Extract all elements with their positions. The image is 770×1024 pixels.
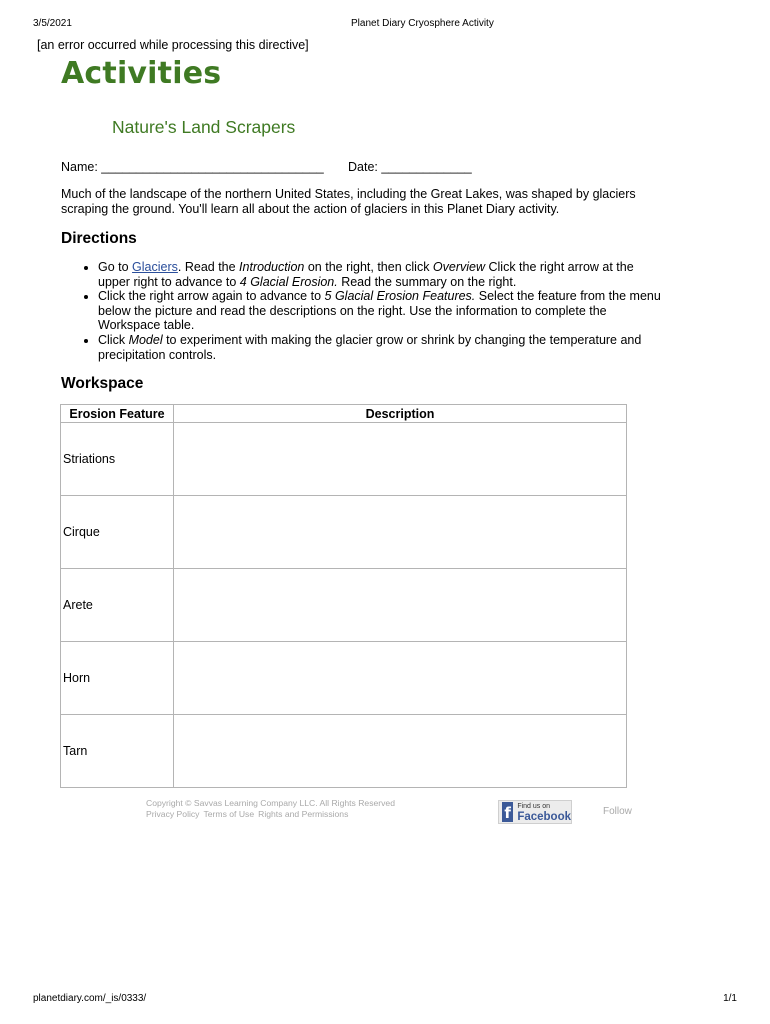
print-url: planetdiary.com/_is/0333/ xyxy=(33,993,147,1004)
print-title: Planet Diary Cryosphere Activity xyxy=(351,18,494,29)
table-row xyxy=(61,423,627,496)
name-line: Name: ________________________________ xyxy=(61,160,324,174)
privacy-policy-link[interactable]: Privacy Policy xyxy=(146,808,200,819)
print-header xyxy=(33,18,737,32)
directions-heading: Directions xyxy=(61,230,137,247)
feature-cell: Striations xyxy=(61,423,174,496)
column-header-description: Description xyxy=(174,405,627,423)
activity-title: Nature's Land Scrapers xyxy=(112,117,296,137)
description-cell[interactable] xyxy=(174,423,627,496)
feature-cell: Horn xyxy=(61,642,174,715)
table-header-row xyxy=(61,405,627,423)
description-cell[interactable] xyxy=(174,569,627,642)
copyright-text: Copyright © Savvas Learning Company LLC. All Rights Reserved xyxy=(146,798,395,808)
feature-cell: Cirque xyxy=(61,496,174,569)
feature-cell: Tarn xyxy=(61,715,174,788)
intro-paragraph: Much of the landscape of the northern United States, including the Great Lakes, was shaped by glaciers scraping the ground. You'll learn all about the action of glaciers in this Planet Diary activity. xyxy=(61,187,636,216)
directions-list xyxy=(61,260,668,362)
terms-of-use-link[interactable]: Terms of Use xyxy=(203,808,255,819)
print-date: 3/5/2021 xyxy=(33,18,72,29)
footer-copyright-block xyxy=(146,798,395,819)
description-cell[interactable] xyxy=(174,496,627,569)
facebook-badge[interactable] xyxy=(498,800,572,824)
facebook-small-label: Find us on xyxy=(517,802,550,810)
table-row xyxy=(61,715,627,788)
direction-item: • Click Model to experiment with making the glacier grow or shrink by changing the temperature and precipitation controls. xyxy=(98,333,668,362)
column-header-erosion-feature: Erosion Feature xyxy=(61,405,174,423)
date-line: Date: _____________ xyxy=(348,160,472,174)
workspace-table xyxy=(60,404,627,788)
activities-heading: Activities xyxy=(61,56,222,91)
description-cell[interactable] xyxy=(174,642,627,715)
description-cell[interactable] xyxy=(174,715,627,788)
direction-item: • Click the right arrow again to advance to 5 Glacial Erosion Features. Select the feature from the menu below the picture and read the descriptions on the right. Use the information to complete the Workspace table. xyxy=(98,289,668,333)
direction-item: • Go to Glaciers. Read the Introduction on the right, then click Overview Click the right arrow at the upper right to advance to 4 Glacial Erosion. Read the summary on the right. xyxy=(98,260,668,289)
facebook-big-label: Facebook xyxy=(517,810,571,823)
follow-link[interactable]: Follow xyxy=(603,806,632,817)
table-row xyxy=(61,569,627,642)
error-message: [an error occurred while processing this directive] xyxy=(37,38,309,52)
table-row xyxy=(61,496,627,569)
facebook-icon: f xyxy=(502,802,513,822)
page-number: 1/1 xyxy=(723,993,737,1004)
rights-permissions-link[interactable]: Rights and Permissions xyxy=(258,808,349,819)
workspace-heading: Workspace xyxy=(61,375,144,392)
glaciers-link[interactable]: Glaciers xyxy=(132,260,178,274)
feature-cell: Arete xyxy=(61,569,174,642)
table-row xyxy=(61,642,627,715)
